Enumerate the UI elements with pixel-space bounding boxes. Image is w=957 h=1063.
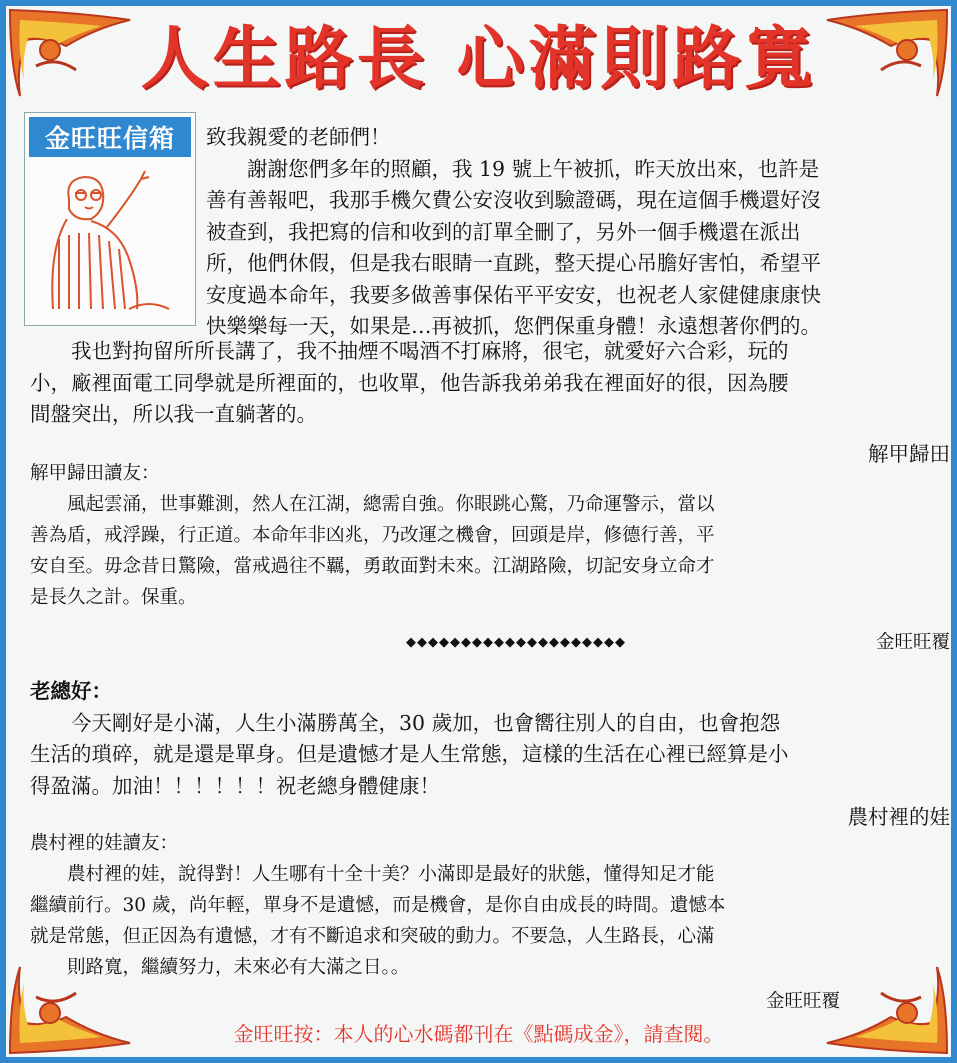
- letter-line: 得盈滿。加油！！！！！！祝老總身體健康！: [30, 773, 440, 798]
- footer-note: 金旺旺按：本人的心水碼都刊在《點碼成金》，請查閱。: [233, 1022, 724, 1046]
- signature: 金旺旺覆: [875, 632, 950, 653]
- letter-line: 致我親愛的老師們！: [206, 125, 391, 149]
- reply-line: 是長久之計。保重。: [30, 587, 197, 608]
- salutation: 老總好：: [30, 679, 112, 703]
- reply-2: [30, 828, 950, 983]
- letter-line: 安度過本命年，我要多做善事保佑平平安安，也祝老人家健健康康快: [206, 282, 821, 307]
- divider: ◆◆◆◆◆◆◆◆◆◆◆◆◆◆◆◆◆◆◆◆: [406, 635, 626, 650]
- signature: 農村裡的娃: [847, 805, 950, 829]
- reply-1: [30, 458, 950, 658]
- letter-line: 我也對拘留所所長講了，我不抽煙不喝酒不打麻將，很宅，就愛好六合彩，玩的: [71, 339, 789, 363]
- salutation: 農村裡的娃讀友：: [30, 833, 179, 854]
- letter-1: [206, 122, 821, 343]
- letter-line: 善有善報吧，我那手機欠費公安沒收到驗證碼，現在這個手機還好沒: [206, 188, 821, 212]
- reply-line: 則路寬，繼續努力，未來必有大滿之日。。: [67, 957, 410, 978]
- signature: 解甲歸田: [868, 441, 950, 466]
- letter-2: [30, 676, 950, 834]
- reply-line: 繼續前行。30 歲，尚年輕，單身不是遺憾，而是機會，是你自由成長的時間。遺憾本: [30, 895, 726, 916]
- salutation: 解甲歸田讀友：: [30, 463, 160, 484]
- column-logo-box: [24, 112, 196, 326]
- column-label: 金旺旺信箱: [29, 117, 191, 157]
- letter-line: 所，他們休假，但是我右眼睛一直跳，整天提心吊膽好害怕，希望平: [206, 251, 821, 275]
- reply-line: 就是常態，但正因為有遺憾，才有不斷追求和突破的動力。不要急，人生路長，心滿: [30, 926, 715, 947]
- letter-line: 小，廠裡面電工同學就是所裡面的，也收單，他告訴我弟弟我在裡面好的很，因為腰: [30, 370, 789, 395]
- reply-line: 安自至。毋念昔日驚險，當戒過往不羈，勇敢面對未來。江湖路險，切記安身立命才: [30, 556, 715, 577]
- letter-line: 謝謝您們多年的照顧，我 19 號上午被抓，昨天放出來，也許是: [247, 156, 820, 181]
- page-title: 人生路長 心滿則路寬: [140, 20, 817, 99]
- letter-line: 快樂樂每一天，如果是…再被抓，您們保重身體！永遠想著你們的。: [206, 314, 821, 338]
- letter-line: 生活的瑣碎，就是還是單身。但是遺憾才是人生常態，這樣的生活在心裡已經算是小: [30, 742, 789, 766]
- reply-line: 風起雲涌，世事難測，然人在江湖，總需自強。你眼跳心驚，乃命運警示，當以: [67, 494, 715, 515]
- letter-line: 間盤突出，所以我一直躺著的。: [30, 402, 317, 426]
- reply-line: 農村裡的娃，說得對！人生哪有十全十美？小滿即是最好的狀態，懂得知足才能: [67, 864, 715, 885]
- reply-line: 善為盾，戒浮躁，行正道。本命年非凶兆，乃改運之機會，回頭是岸，修德行善，平: [30, 525, 715, 546]
- signature: 金旺旺覆: [766, 991, 841, 1012]
- letter-line: 今天剛好是小滿，人生小滿勝萬全，30 歲加，也會嚮往別人的自由，也會抱怨: [71, 710, 781, 735]
- professor-illustration: [29, 159, 189, 319]
- letter-1-paragraph-2: [30, 336, 950, 470]
- letter-line: 被查到，我把寫的信和收到的訂單全刪了，另外一個手機還在派出: [206, 219, 801, 244]
